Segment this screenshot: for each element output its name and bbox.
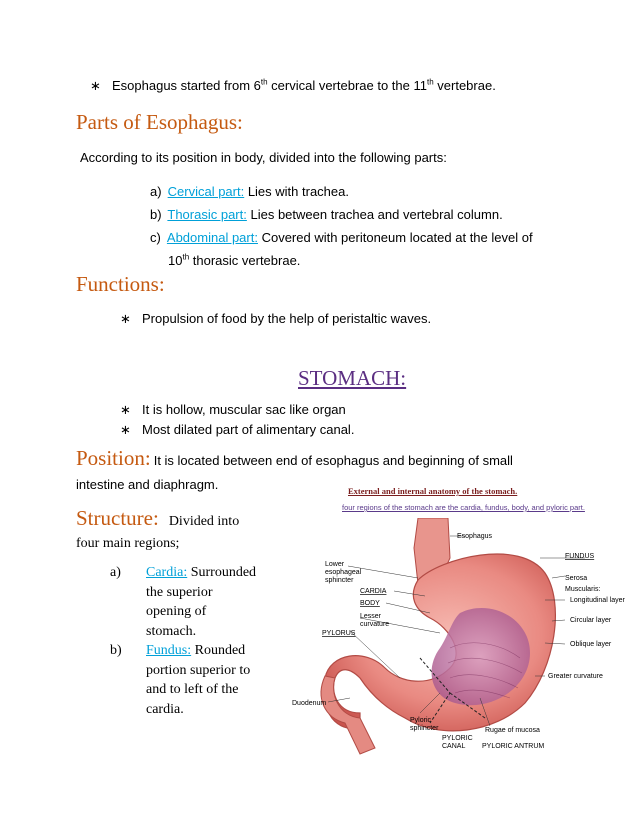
term-link[interactable]: Abdominal part:: [166, 230, 258, 245]
item-line: Rounded: [191, 643, 246, 658]
label-muscularis: Muscularis:: [565, 586, 601, 593]
list-item: [120, 420, 354, 440]
item-desc: Covered with peritoneum located at the level of: [257, 230, 533, 245]
item-line: cardia.: [146, 701, 184, 717]
intro-text-c: vertebrae.: [433, 78, 496, 93]
term-link[interactable]: Fundus:: [146, 643, 192, 658]
label-pyloric-canal-2: CANAL: [442, 743, 466, 750]
intro-sup-a: th: [260, 77, 268, 87]
parts-heading: Parts of Esophagus:: [76, 110, 243, 134]
position-line1: [76, 446, 513, 471]
list-item: [120, 400, 354, 420]
item-line: opening of: [146, 604, 207, 619]
list-item: [110, 641, 280, 719]
functions-text: Propulsion of food by the help of peristaltic waves.: [142, 311, 432, 326]
list-item: [110, 563, 280, 641]
stomach-heading: STOMACH:: [298, 366, 407, 390]
item-line2-post: thorasic vertebrae.: [189, 253, 301, 268]
intro-text-b: cervical vertebrae to the 11: [267, 78, 427, 93]
position-text: It is located between end of esophagus and beginning of small: [153, 453, 513, 468]
term-link[interactable]: Cardia:: [146, 565, 188, 580]
intro-text-a: Esophagus started from 6: [112, 78, 261, 93]
label-pyloric-sphincter-2: sphincter: [410, 725, 439, 732]
bullet-icon: ∗: [120, 311, 131, 326]
list-marker: a): [150, 184, 162, 199]
structure-heading: Structure:: [76, 506, 159, 530]
parts-intro: According to its position in body, divided into the following parts:: [80, 150, 447, 165]
intro-bullet: [90, 78, 496, 94]
list-item: [150, 180, 533, 203]
bullet-icon: ∗: [90, 78, 101, 93]
label-lower-sphincter-3: sphincter: [325, 577, 354, 584]
list-marker: a): [110, 565, 121, 580]
label-longitudinal: Longitudinal layer: [570, 597, 625, 604]
item-line: and to left of the: [146, 682, 239, 697]
item-desc: Lies with trachea.: [244, 184, 349, 199]
label-lesser-1: Lesser: [360, 613, 382, 620]
label-cardia: CARDIA: [360, 588, 387, 595]
position-heading: Position:: [76, 446, 151, 470]
parts-list: [150, 180, 533, 272]
label-esophagus: Esophagus: [457, 533, 493, 540]
label-fundus: FUNDUS: [565, 553, 595, 560]
bullet-text: It is hollow, muscular sac like organ: [142, 402, 346, 417]
label-pyloric-canal-1: PYLORIC: [442, 735, 473, 742]
structure-list: [110, 563, 280, 719]
label-pylorus: PYLORUS: [322, 630, 356, 637]
label-lesser-2: curvature: [360, 621, 390, 628]
item-desc: Lies between trachea and vertebral column.: [246, 207, 503, 222]
label-body: BODY: [360, 600, 380, 607]
stomach-illustration: [290, 518, 635, 756]
item-line2-sup: th: [182, 252, 190, 262]
item-line: Surrounded: [187, 565, 257, 580]
label-oblique: Oblique layer: [570, 641, 612, 648]
term-link[interactable]: Cervical part:: [167, 184, 245, 199]
stomach-bullets: [120, 400, 354, 440]
item-line: portion superior to: [146, 662, 251, 678]
label-greater-curvature: Greater curvature: [548, 673, 603, 680]
intro-sup-b: th: [426, 77, 434, 87]
item-line2-pre: 10: [168, 253, 183, 268]
item-line: stomach.: [146, 623, 197, 639]
label-pyloric-antrum: PYLORIC ANTRUM: [482, 743, 545, 750]
label-pyloric-sphincter-1: Pyloric: [410, 717, 432, 724]
figure-title: External and internal anatomy of the stomach.: [348, 486, 518, 496]
list-marker: b): [110, 643, 122, 658]
list-item: [150, 226, 533, 249]
structure-line1: [76, 506, 239, 531]
bullet-text: Most dilated part of alimentary canal.: [142, 422, 355, 437]
list-item-continuation: [150, 249, 533, 272]
label-lower-sphincter-1: Lower: [325, 561, 345, 568]
label-circular: Circular layer: [570, 617, 612, 624]
figure-subtitle: four regions of the stomach are the cardia, fundus, body, and pyloric part.: [342, 503, 585, 512]
structure-line2: four main regions;: [76, 536, 180, 551]
item-line: the superior: [146, 584, 213, 600]
functions-heading: Functions:: [76, 272, 165, 296]
list-marker: b): [150, 207, 162, 222]
label-duodenum: Duodenum: [292, 700, 327, 707]
bullet-icon: ∗: [120, 422, 131, 437]
label-lower-sphincter-2: esophageal: [325, 569, 362, 576]
bullet-icon: ∗: [120, 402, 131, 417]
term-link[interactable]: Thorasic part:: [167, 207, 247, 222]
functions-bullet: [120, 311, 431, 327]
label-rugae: Rugae of mucosa: [485, 727, 540, 734]
label-serosa: Serosa: [565, 575, 588, 582]
position-line2: intestine and diaphragm.: [76, 477, 219, 492]
list-marker: c): [150, 230, 161, 245]
list-item: [150, 203, 533, 226]
structure-inline: Divided into: [168, 514, 240, 529]
